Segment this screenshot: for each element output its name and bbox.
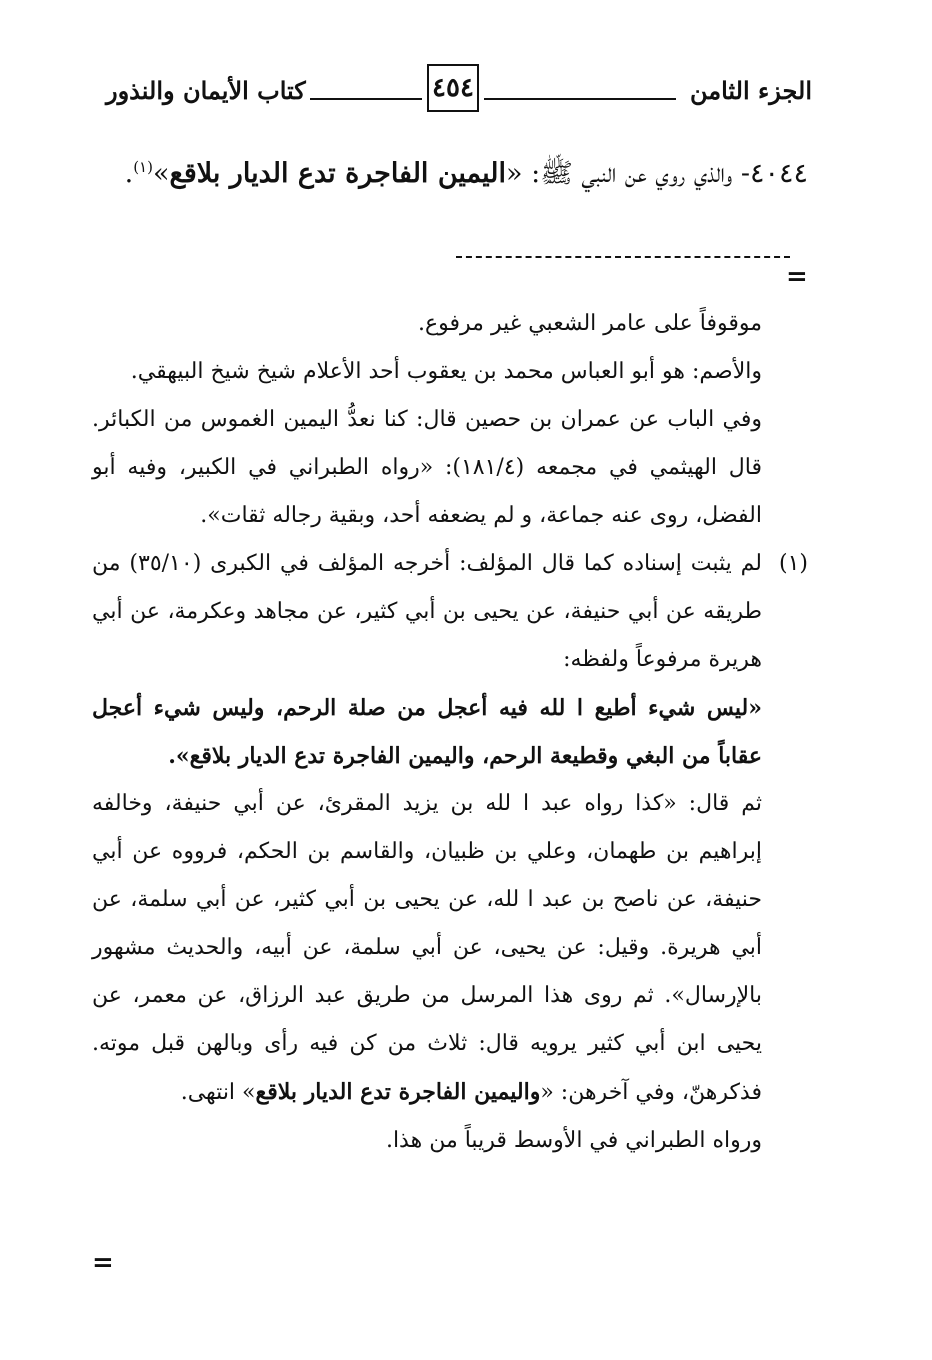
footnote-para-2-bold: واليمين الفاجرة تدع الديار بلاقع (255, 1079, 541, 1105)
footnote-para-2 (92, 780, 762, 1117)
header-rule-right (484, 98, 676, 100)
footnote-marker: (١) (778, 551, 808, 576)
footnote-para-2-end: » انتهى. (180, 1080, 256, 1105)
page-number: ٤٥٤ (432, 73, 474, 103)
page-number-box (427, 64, 479, 112)
hadith-paragraph (96, 138, 808, 210)
hadith-number: ٤٠٤٤ (749, 158, 808, 189)
footnote-para-2-text: ثم قال: «كذا رواه عبد ا لله بن يزيد المقرئ، عن أبي حنيفة، وخالفه إبراهيم بن طهمان، وعلي بن ظبيان، والقاسم بن الحكم، فرووه عن أبي حنيفة، عن ناصح بن عبد ا لله، عن يحيى بن أبي كثير، عن أبي سلمة، عن أبي هريرة. وقيل: عن يحيى، عن أبي سلمة، عن أبيه، والحديث مشهور بالإرسال». ثم روى هذا المرسل من طريق عبد الرزاق، عن معمر، عن يحيى ابن أبي كثير يرويه قال: ثلاث من كن فيه رأى وبالهن قبل موته. فذكرهنّ، وفي آخرهن: « (92, 791, 762, 1105)
continuation-line-2: والأصم: هو أبو العباس محمد بن يعقوب أحد الأعلام شيخ شيخ البيهقي. (130, 359, 762, 384)
footnote-para-3: ورواه الطبراني في الأوسط قريباً من هذا. (385, 1128, 762, 1153)
hadith-intro: - والذي روي عن النبي ﷺ: « (506, 158, 750, 189)
continuation-line-3: وفي الباب عن عمران بن حصين قال: كنا نعدُّ اليمين الغموس من الكبائر. قال الهيثمي في مجمعه (١٨١/٤): «رواه الطبراني في الكبير، وفيه أبو الفضل، روى عنه جماعة، و لم يضعفه أحد، وبقية رجاله ثقات». (92, 407, 762, 528)
footnote-reference: (١) (133, 158, 153, 176)
hadith-end: . (124, 158, 134, 189)
footnote-intro: لم يثبت إسناده كما قال المؤلف: أخرجه المؤلف في الكبرى (٣٥/١٠) من طريقه عن أبي حنيفة، عن يحيى بن أبي كثير، عن مجاهد وعكرمة، عن أبي هريرة مرفوعاً ولفظه: (92, 551, 763, 672)
footnote-1 (92, 540, 808, 684)
footnote-separator (456, 256, 790, 258)
volume-label: الجزء الثامن (689, 76, 812, 105)
continuation-line-1: موقوفاً على عامر الشعبي غير مرفوع. (418, 311, 762, 336)
continuation-mark: = (786, 262, 808, 292)
header-rule-left (310, 98, 422, 100)
hadith-text: اليمين الفاجرة تدع الديار بلاقع (169, 158, 507, 189)
hadith-closing: » (152, 158, 170, 189)
footnote-quote: «ليس شيء أطيع ا لله فيه أعجل من صلة الرحم، وليس شيء أعجل عقاباً من البغي وقطيعة الرحم، واليمين الفاجرة تدع الديار بلاقع». (92, 695, 762, 769)
page-header (92, 62, 812, 118)
bottom-mark: = (92, 1248, 114, 1278)
footnotes-section (92, 300, 808, 1165)
book-title: كتاب الأيمان والنذور (106, 76, 306, 105)
